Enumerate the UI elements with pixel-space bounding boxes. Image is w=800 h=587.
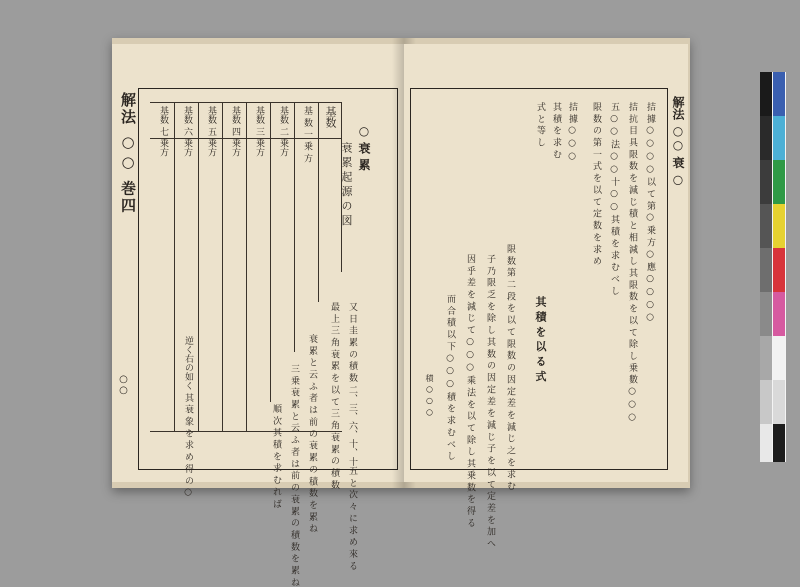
left-page	[112, 44, 405, 587]
left-paragraph-2: 最 上 三 角 衰 累 を 以 て 三 角 衰 累 の 積 数	[329, 302, 339, 489]
formula-heading: 其 積 を 以 る 式	[534, 296, 547, 382]
right-col-4: 限 数 の 第 一 式 を 以 て 定 数 を 求 め	[591, 102, 601, 266]
left-gutter-title: 解法 ○○ 巻四	[119, 92, 137, 215]
color-calibration-chart	[760, 72, 786, 462]
right-col-8: 限 数 第 二 段 を 以 て 限 数 の 因 定 差 を 減 じ 之 を 求 む	[505, 244, 515, 491]
right-col-3: 五 ○ ○ 法 ○ ○ 十 ○ ○ 其 積 を 求 む べ し	[609, 102, 619, 295]
right-col-6: 其 積 を 求 む	[551, 102, 561, 159]
table-header-1: 基 数 一 乗 方	[302, 106, 312, 163]
table-header-4: 基数 四 乗方	[230, 106, 240, 157]
left-paragraph-4: 三 乗 衰 累 と 云 ふ 者 は 前 の 衰 累 の 積 数 を 累 ね	[289, 364, 299, 587]
table-header-3: 基数 三 乗方	[254, 106, 264, 157]
left-paragraph-3: 衰 累 と 云 ふ 者 は 前 の 衰 累 の 積 数 を 累 ね	[307, 334, 317, 533]
table-header-6: 基数 六 乗方	[182, 106, 192, 157]
table-header-2: 基数 二 乗方	[278, 106, 288, 157]
right-small-label: 積 ○ ○ ○	[425, 374, 434, 417]
right-col-11: 而 合 積 以 下 ○ ○ ○ 積 を 求 む べ し	[445, 294, 455, 461]
right-col-5: 拮 據 ○ ○ ○	[567, 102, 577, 162]
right-col-1: 拮 據 ○ ○ ○ ○ 以 て 第 ○ 乗 方 ○ 應 ○ ○ ○ ○	[645, 102, 655, 323]
section-label: ○ 衰 累	[357, 124, 371, 171]
right-col-2: 拮 抗 目 具 限 数 を 減 じ 積 と 相 減 し 其 限 数 を 以 て 除 し 乗 數 ○ ○ ○	[627, 102, 637, 423]
table-header-0: 基数	[324, 106, 337, 128]
left-paragraph-5: 順 次 其 積 を 求 む れ ば	[271, 404, 281, 508]
left-paragraph-1: 又 日 圭 累 の 積 数 二、三、六、十、十五 と 次 々 に 求 め 來 る	[347, 302, 357, 570]
table-title: 衰 累 起 源 の 図	[340, 142, 353, 226]
table-header-5: 基数 五 乗方	[206, 106, 216, 157]
right-gutter-title: 解法 ○○ 衰 ○	[671, 96, 685, 187]
table-header-7: 基数 七 乗方	[158, 106, 168, 157]
open-book	[112, 38, 690, 587]
right-col-9: 子 乃 限 乏 を 除 し 其 数 の 因 定 差 を 減 じ 子 を 以 て 定 差 を 加 へ	[485, 254, 495, 548]
right-col-7: 式 と 等 し	[535, 102, 545, 147]
right-page	[404, 44, 688, 548]
left-gutter-mark: ○○	[118, 374, 129, 396]
left-side-note: 逆く右の如く 其 衰 象 を 求 め 得 の ○	[183, 336, 193, 498]
right-col-10: 因 乎 差 を 減 じ て ○ ○ ○ 乘 法 を 以 て 除 し 其 乗 数 を 得 る	[465, 254, 475, 527]
